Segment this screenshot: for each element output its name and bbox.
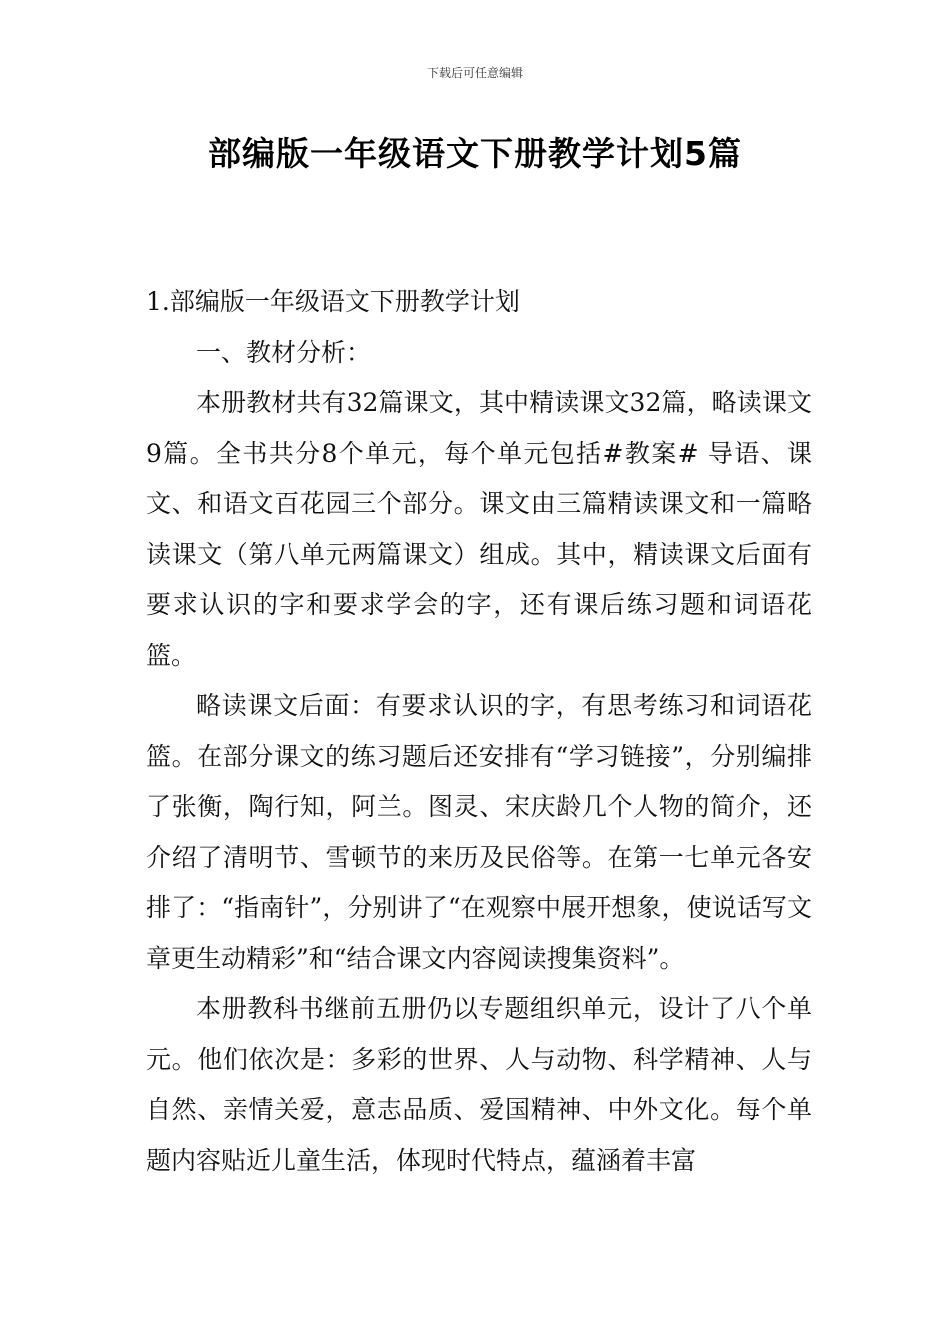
paragraph: 本册教科书继前五册仍以专题组织单元，设计了八个单元。他们依次是：多彩的世界、人与动物、科学精神、人与自然、亲情关爱，意志品质、爱国精神、中外文化。每个单题内容贴近儿童生活，体现时代特点，蕴涵着丰富 <box>146 994 812 1175</box>
subheading: 一、教材分析： <box>196 337 372 367</box>
header-note: 下载后可任意编辑 <box>426 66 523 80</box>
section-heading: 1.部编版一年级语文下册教学计划 <box>146 287 520 316</box>
page-title: 部编版一年级语文下册教学计划5篇 <box>208 134 742 173</box>
document-body <box>146 277 812 1186</box>
paragraph: 本册教材共有32篇课文，其中精读课文32篇，略读课文9篇。全书共分8个单元，每个单元包括#教案# 导语、课文、和语文百花园三个部分。课文由三篇精读课文和一篇略读课文（第八单元两篇课文）组成。其中，精读课文后面有要求认识的字和要求学会的字，还有课后练习题和词语花篮。 <box>146 388 812 670</box>
paragraph: 略读课文后面：有要求认识的字，有思考练习和词语花篮。在部分课文的练习题后还安排有“学习链接”，分别编排了张衡，陶行知，阿兰。图灵、宋庆龄几个人物的简介，还介绍了清明节、雪顿节的来历及民俗等。在第一七单元各安排了：“指南针”，分别讲了“在观察中展开想象，使说话写文章更生动精彩”和“结合课文内容阅读搜集资料”。 <box>146 691 812 973</box>
